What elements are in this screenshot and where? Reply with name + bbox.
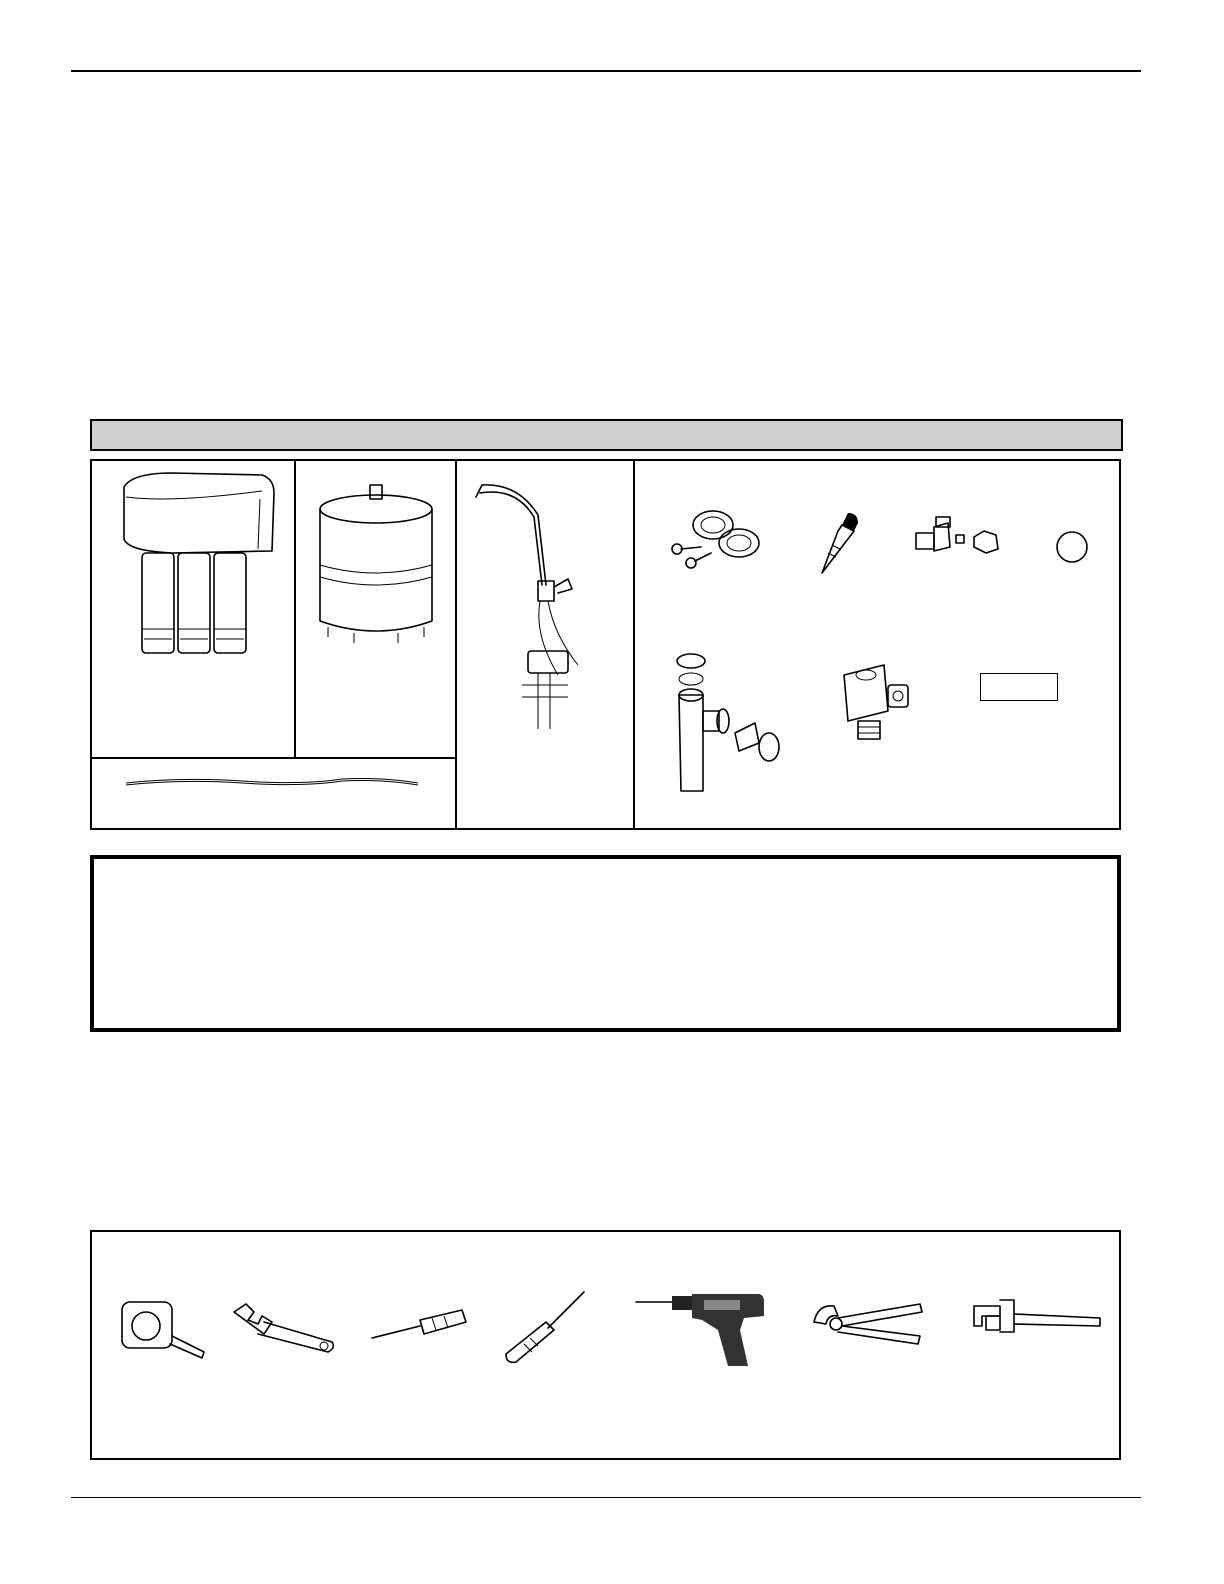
- divider: [455, 461, 457, 828]
- divider: [294, 461, 296, 757]
- phillips-screwdriver-icon: [500, 1288, 590, 1368]
- pipe-wrench-icon: [966, 1296, 1106, 1346]
- tubing-icon: [122, 773, 422, 793]
- divider: [92, 757, 456, 759]
- screws-and-escutcheon-icon: [667, 505, 767, 575]
- drill-icon: [632, 1290, 772, 1370]
- parts-header-bar: [90, 419, 1123, 451]
- elbow-fitting-icon: [912, 513, 1012, 573]
- bottom-rule: [71, 1497, 1141, 1498]
- drain-tailpiece-icon: [667, 651, 787, 801]
- faucet-icon: [468, 475, 598, 735]
- storage-tank-icon: [314, 481, 444, 661]
- channel-pliers-icon: [808, 1296, 928, 1356]
- parts-panel: [90, 459, 1121, 830]
- tape-measure-icon: [118, 1296, 208, 1360]
- flat-screwdriver-icon: [368, 1304, 468, 1344]
- rectangle-label-icon: [980, 673, 1058, 701]
- circle-label-icon: [1054, 529, 1090, 565]
- tools-box: [90, 1230, 1121, 1460]
- adjustable-wrench-icon: [228, 1298, 338, 1358]
- divider: [633, 461, 635, 828]
- note-box: [90, 855, 1121, 1032]
- dropper-icon: [808, 509, 868, 579]
- feed-valve-icon: [834, 655, 924, 755]
- ro-filter-unit-icon: [112, 469, 282, 664]
- top-rule: [71, 70, 1141, 72]
